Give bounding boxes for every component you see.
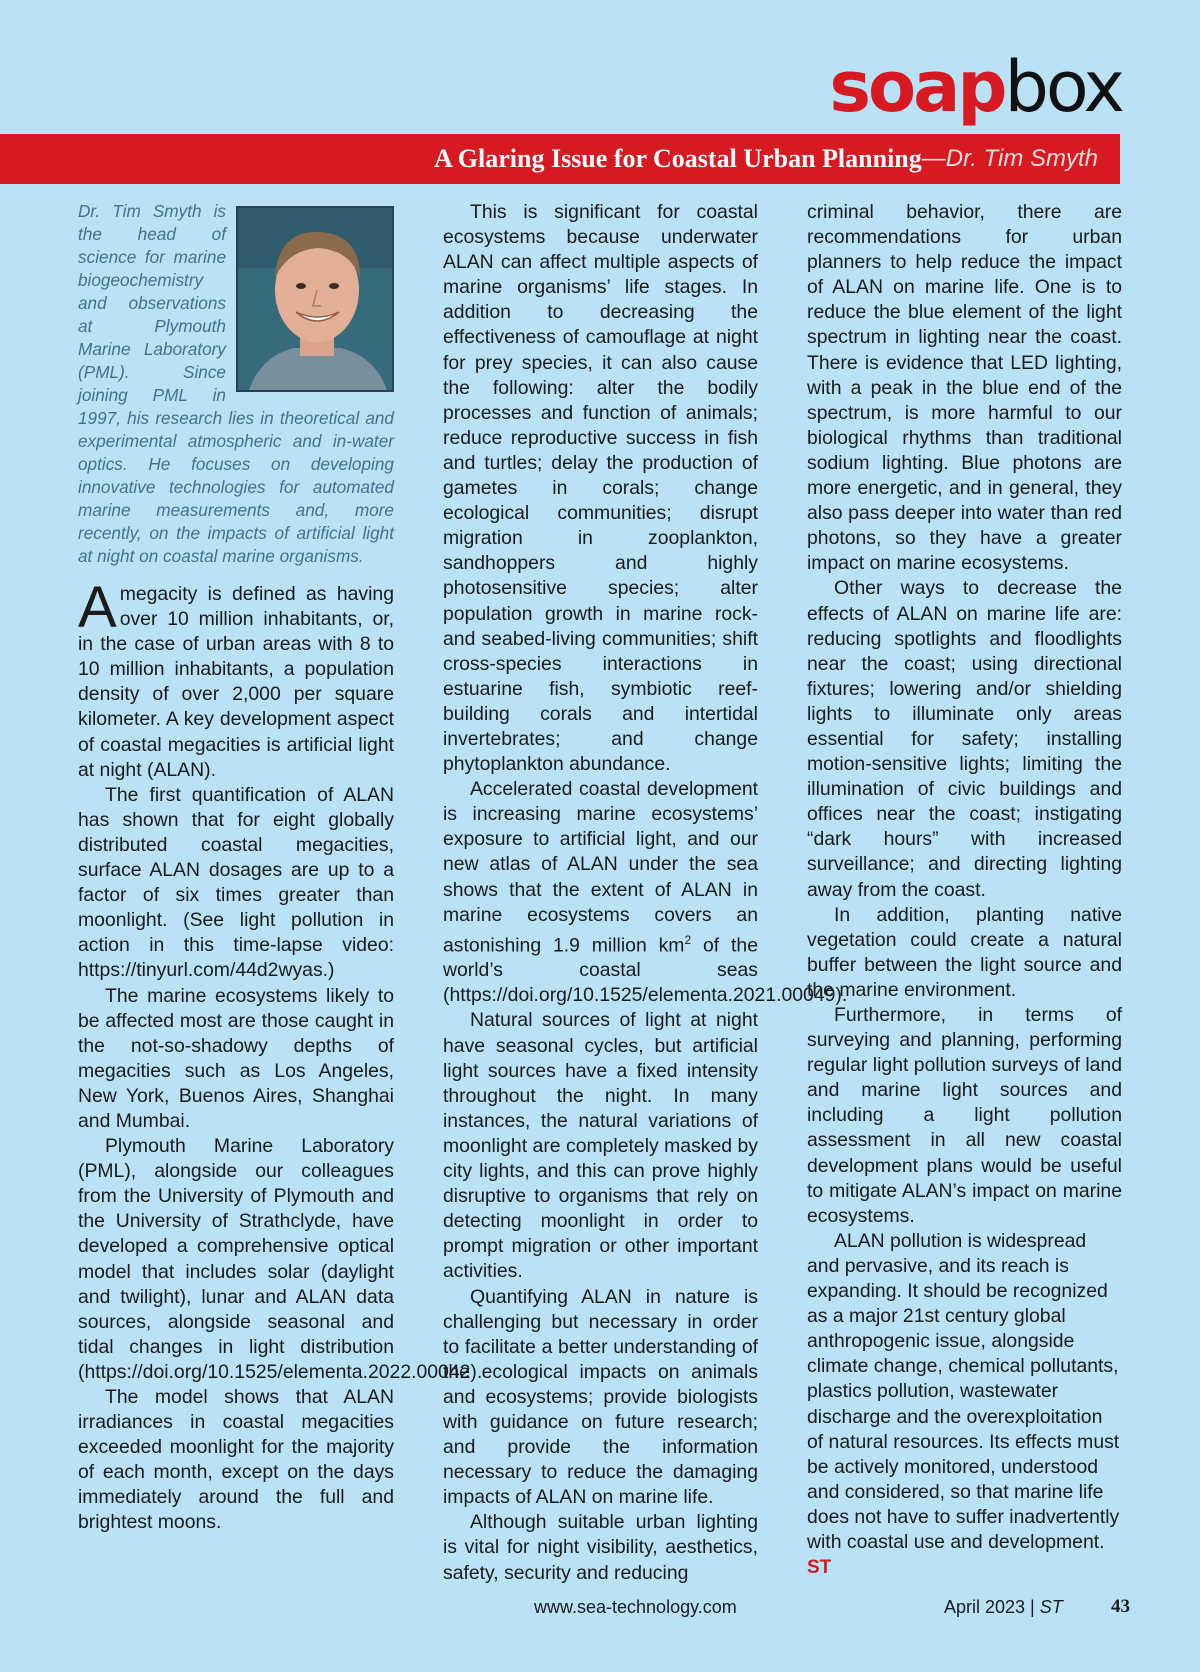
- paragraph-1: [78, 575, 394, 783]
- column-2: [443, 200, 848, 1586]
- paragraph-14: [807, 1229, 1122, 1580]
- logo-box: box: [1004, 46, 1122, 128]
- paragraph-2: The first quantification of ALAN has shown that for eight globally distributed coastal megacities, surface ALAN dosages are up to a factor of six times greater than moonlight. (See light pollution in action in this time-lapse video: https://tinyurl.com/44d2wyas.): [78, 783, 394, 982]
- paragraph-4: Plymouth Marine Laboratory (PML), alongside our colleagues from the University of Plymouth and the University of Strathclyde, have developed a comprehensive optical model that includes solar (daylight and twilight), lunar and ALAN data sources, alongside seasonal and tidal changes in light distribution (https://doi.org/10.1525/elementa.2022.00042).: [78, 1135, 483, 1383]
- drop-cap: A: [78, 575, 117, 640]
- footer-issue: [944, 1597, 1063, 1618]
- end-mark: ST: [807, 1557, 832, 1579]
- paragraph-10-continued: criminal behavior, there are recommendations for urban planners to help reduce the impact of ALAN on marine life. One is to reduce the blue element of the light spectrum in lighting near the coast. There is evidence that LED lighting, with a peak in the blue end of the spectrum, is more harmful to our biological rhythms than traditional sodium lighting. Blue photons are more energetic, and in general, they also pass deeper into water than red photons, so they have a greater impact on marine ecosystems.: [807, 201, 1122, 575]
- superscript: 2: [684, 932, 692, 947]
- column-3: [807, 200, 1122, 1580]
- paragraph-6: This is significant for coastal ecosystems because underwater ALAN can affect multiple aspects of marine organisms’ life stages. In addition to decreasing the effectiveness of camouflage at night for prey species, it can also cause the following: alter the bodily processes and function of animals; reduce reproductive success in fish and turtles; delay the production of gametes in corals; change ecological communities; disrupt migration in zooplankton, sandhoppers and highly photosensitive species; alter population growth in marine rock- and seabed-living communities; shift cross-species interactions in estuarine fish, symbiotic reef-building corals and intertidal invertebrates; and change phytoplankton abundance.: [443, 201, 758, 776]
- paragraph-5: The model shows that ALAN irradiances in coastal megacities exceeded moonlight for the majority of each month, except on the days immediately around the full and brightest moons.: [78, 1386, 394, 1534]
- paragraph-10-start: Although suitable urban lighting is vital for night visibility, aesthetics, safety, security and reducing: [443, 1511, 758, 1584]
- bio-text: Dr. Tim Smyth is the head of science for marine biogeochemistry and observations at Plymouth Marine Laboratory (PML). Since joining PML in 1997, his research lies in theoretical and experimental atmospheric and in-water optics. He focuses on developing innovative technologies for automated marine measurements and, more recently, on the impacts of artificial light at night on coastal marine organisms.: [78, 201, 394, 566]
- paragraph-3: The marine ecosystems likely to be affected most are those caught in the not-so-shadowy depths of megacities such as Los Angeles, New York, Buenos Aires, Shanghai and Mumbai.: [78, 984, 394, 1132]
- author-bio: [78, 200, 394, 568]
- paragraph-7: [443, 777, 848, 1008]
- footer-publication: ST: [1039, 1597, 1063, 1617]
- paragraph-8: Natural sources of light at night have seasonal cycles, but artificial light sources have a fixed intensity throughout the night. In many instances, the natural variations of moonlight are completely masked by city lights, and this can prove highly disruptive to organisms that rely on detecting moonlight in order to prompt migration or other important activities.: [443, 1009, 758, 1283]
- paragraph-11: Other ways to decrease the effects of ALAN on marine life are: reducing spotlights and floodlights near the coast; using directional fixtures; lowering and/or shielding lights to illuminate only areas essential for safety; installing motion-sensitive lights; limiting the illumination of civic buildings and offices near the coast; instigating “dark hours” with increased surveillance; and directing lighting away from the coast.: [807, 577, 1122, 901]
- article-byline: —Dr. Tim Smyth: [921, 145, 1098, 172]
- article-headline: A Glaring Issue for Coastal Urban Planning: [433, 144, 922, 173]
- paragraph-7-text-a: Accelerated coastal development is increasing marine ecosystems’ exposure to artificial light, and our new atlas of ALAN under the sea shows that the extent of ALAN in marine ecosystems covers an astonishing 1.9 million km: [443, 778, 758, 957]
- paragraph-7-text-b: of the world’s coastal seas (https://doi.org/10.1525/elementa.2021.00049).: [443, 934, 848, 1007]
- logo-soap: soap: [829, 46, 1005, 128]
- paragraph-14-text: ALAN pollution is widespread and pervasive, and its reach is expanding. It should be recognized as a major 21st century global anthropogenic issue, alongside climate change, chemical pollutants, plastics pollution, wastewater discharge and the overexploitation of natural resources. Its effects must be actively monitored, understood and considered, so that marine life does not have to suffer inadvertently with coastal use and development.: [807, 1229, 1120, 1553]
- paragraph-12: In addition, planting native vegetation could create a natural buffer between the light source and the marine environment.: [807, 903, 1122, 1001]
- footer-url: www.sea-technology.com: [534, 1597, 737, 1617]
- author-photo: [236, 206, 394, 392]
- footer-issue-date: April 2023 |: [944, 1597, 1040, 1617]
- paragraph-9: Quantifying ALAN in nature is challenging but necessary in order to facilitate a better understanding of the ecological impacts on animals and ecosystems; provide biologists with guidance on future research; and provide the information necessary to reduce the damaging impacts of ALAN on marine life.: [443, 1285, 758, 1509]
- page-number: 43: [1111, 1596, 1130, 1617]
- paragraph-1-text: megacity is defined as having over 10 million inhabitants, or, in the case of urban areas with 8 to 10 million inhabitants, a population density of over 2,000 per square kilometer. A key development aspect of coastal megacities is artificial light at night (ALAN).: [78, 583, 394, 781]
- soapbox-logo: [829, 46, 1122, 128]
- author-portrait-icon: [238, 208, 394, 392]
- column-1: [78, 200, 483, 1536]
- paragraph-13: Furthermore, in terms of surveying and planning, performing regular light pollution surveys of land and marine light sources and including a light pollution assessment in all new coastal development plans would be useful to mitigate ALAN’s impact on marine ecosystems.: [807, 1004, 1122, 1227]
- title-banner: [0, 134, 1120, 184]
